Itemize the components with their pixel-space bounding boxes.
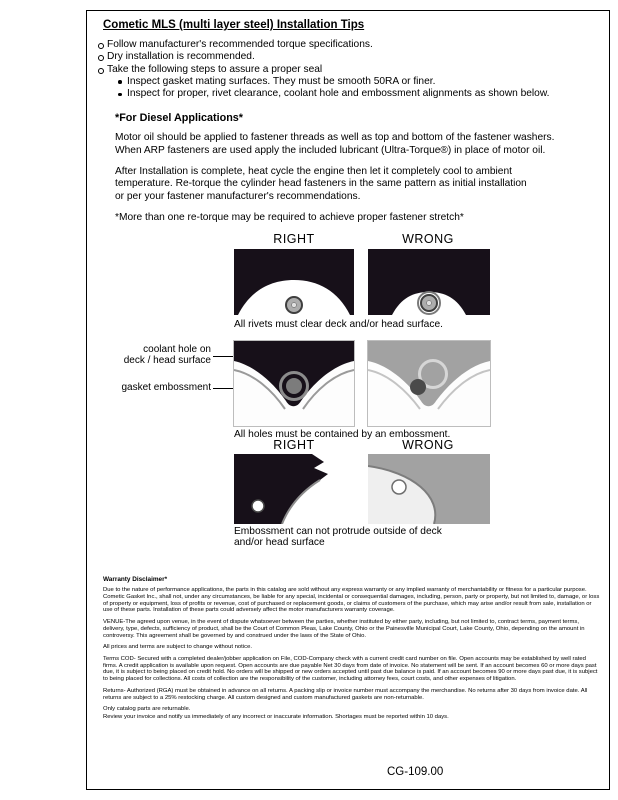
paragraph-line: When ARP fasteners are used apply the included lubricant (Ultra-Torque®) in place of motor oil. bbox=[115, 144, 546, 156]
warranty-paragraph: VENUE-The agreed upon venue, in the event of dispute whatsoever between the parties, whether instituted by either party, including, but not limited to, contract terms, payment terms, delivery, type, defects, sufficiency of product, shall be the Court of Common Pleas, Lake County, Ohio or the Painesville Municipal Court, Lake County, Ohio, depending on the amount in controversy. This agreement shall be governed by and construed under the laws of the State of Ohio. bbox=[103, 619, 585, 639]
embossment-right-diagram bbox=[234, 341, 354, 426]
embossment-wrong-image bbox=[368, 341, 490, 426]
warranty-paragraph: Returns- Authorized (RGA) must be obtained in advance on all returns. A packing slip or invoice number must accompany the merchandise. No returns after 30 days from invoice date. All returns are subject to a 25% restocking charge. All custom designed and custom manufactured gaskets are non-returnable. bbox=[103, 687, 588, 701]
diesel-paragraph-2 bbox=[115, 166, 609, 203]
tip-sub-item: Inspect gasket mating surfaces. They must be smooth 50RA or finer. bbox=[97, 76, 609, 88]
rivet-center bbox=[292, 302, 297, 307]
annotation-line: coolant hole on bbox=[143, 343, 211, 355]
warranty-heading: Warranty Disclaimer* bbox=[103, 575, 168, 583]
warranty-paragraph: Only catalog parts are returnable. bbox=[103, 706, 191, 713]
tip-item: Dry installation is recommended. bbox=[97, 51, 609, 63]
right-label-row1: RIGHT bbox=[273, 231, 315, 246]
retorque-note: *More than one re-torque may be required to achieve proper fastener stretch* bbox=[115, 211, 464, 223]
row3-caption bbox=[234, 526, 442, 548]
row2-caption: All holes must be contained by an embossment. bbox=[234, 428, 451, 440]
annotation-line: deck / head surface bbox=[123, 355, 211, 367]
rivet-wrong-diagram bbox=[368, 249, 490, 315]
paragraph-line: temperature. Re-torque the cylinder head fasteners in the same pattern as initial installation bbox=[115, 178, 527, 190]
rivet-center bbox=[427, 300, 432, 305]
caption-line: Embossment can not protrude outside of deck bbox=[234, 525, 442, 537]
warranty-disclaimer bbox=[103, 576, 601, 720]
protrusion-right-image bbox=[234, 454, 354, 524]
protrusion-right-diagram bbox=[234, 454, 354, 524]
embossment-wrong-diagram bbox=[368, 341, 490, 426]
embossment-hole bbox=[252, 500, 264, 512]
rivet-wrong-image bbox=[368, 249, 490, 315]
diesel-applications-heading: *For Diesel Applications* bbox=[115, 112, 243, 125]
tip-item: Follow manufacturer's recommended torque specifications. bbox=[97, 39, 609, 51]
row1-caption: All rivets must clear deck and/or head surface. bbox=[234, 318, 443, 330]
wrong-label-row1: WRONG bbox=[402, 231, 454, 246]
tip-sub-item: Inspect for proper, rivet clearance, coolant hole and embossment alignments as shown below. bbox=[97, 88, 609, 100]
document-page bbox=[86, 10, 610, 790]
coolant-hole bbox=[286, 378, 302, 394]
paragraph-line: Motor oil should be applied to fastener threads as well as top and bottom of the fastener washers. bbox=[115, 132, 555, 144]
coolant-hole-annotation bbox=[101, 344, 211, 367]
page-title: Cometic MLS (multi layer steel) Installation Tips bbox=[103, 19, 365, 31]
annotation-line: gasket embossment bbox=[121, 381, 211, 393]
wrong-label-row3: WRONG bbox=[402, 437, 454, 452]
diesel-paragraph-1 bbox=[115, 132, 609, 157]
protrusion-wrong-diagram bbox=[368, 454, 490, 524]
protrusion-wrong-image bbox=[368, 454, 490, 524]
embossment-hole bbox=[392, 480, 406, 494]
diagram-section bbox=[87, 232, 609, 554]
right-label-row3: RIGHT bbox=[273, 437, 315, 452]
warranty-paragraph: All prices and terms are subject to change without notice. bbox=[103, 644, 252, 651]
warranty-paragraph: Review your invoice and notify us immediately of any incorrect or inaccurate information. Shortages must be reported within 10 days. bbox=[103, 713, 449, 720]
gasket-embossment-pointer-line bbox=[213, 388, 234, 389]
rivet-right-image bbox=[234, 249, 354, 315]
coolant-hole-pointer-line bbox=[213, 356, 234, 357]
warranty-paragraph: Due to the nature of performance applications, the parts in this catalog are sold without any express warranty or any implied warranty of merchantability or fitness for a particular purpose. Cometic Gasket Inc., shall not, under any circumstances, be liable for any special, incidental or consequential damages, including, person, party or property, but not limited to, damage, or loss of property or equipment, loss of profits or revenue, cost of purchased or replacement goods, or claims of customers of the purchase, which may arise and/or result from sale, installation or use of these parts. Installation of these parts could adversely affect the motor manufacturers warranty coverage. bbox=[103, 587, 600, 614]
embossment-right-image bbox=[234, 341, 354, 426]
tip-item: Take the following steps to assure a proper seal bbox=[97, 64, 609, 76]
coolant-hole bbox=[410, 379, 426, 395]
catalog-page-code: CG-109.00 bbox=[387, 766, 444, 778]
rivet-right-diagram bbox=[234, 249, 354, 315]
caption-line: and/or head surface bbox=[234, 536, 325, 548]
paragraph-line: After Installation is complete, heat cycle the engine then let it completely cool to ambient bbox=[115, 166, 512, 178]
paragraph-line: or per your fastener manufacturer's recommendations. bbox=[115, 190, 361, 202]
warranty-paragraph: Terms COD- Secured with a completed dealer/jobber application on File, COD-Company check with a current credit card number on file. Open accounts may be established by well rated firms. A credit application is available upon request. Open accounts are due payable Net 30 days from date of invoice. No statement will be sent. If an account becomes 60 or more days past due, it is subject to being placed on credit hold. No orders will be shipped or new orders accepted until past due balance is paid. If an account becomes 90 or more days past due, it is subject to being placed for collections. All costs of collection are the responsibility of the customer, including attorney fees, court costs, and other expenses of litigation. bbox=[103, 656, 598, 683]
installation-tips-list bbox=[97, 39, 609, 100]
gasket-embossment-annotation bbox=[101, 382, 211, 394]
